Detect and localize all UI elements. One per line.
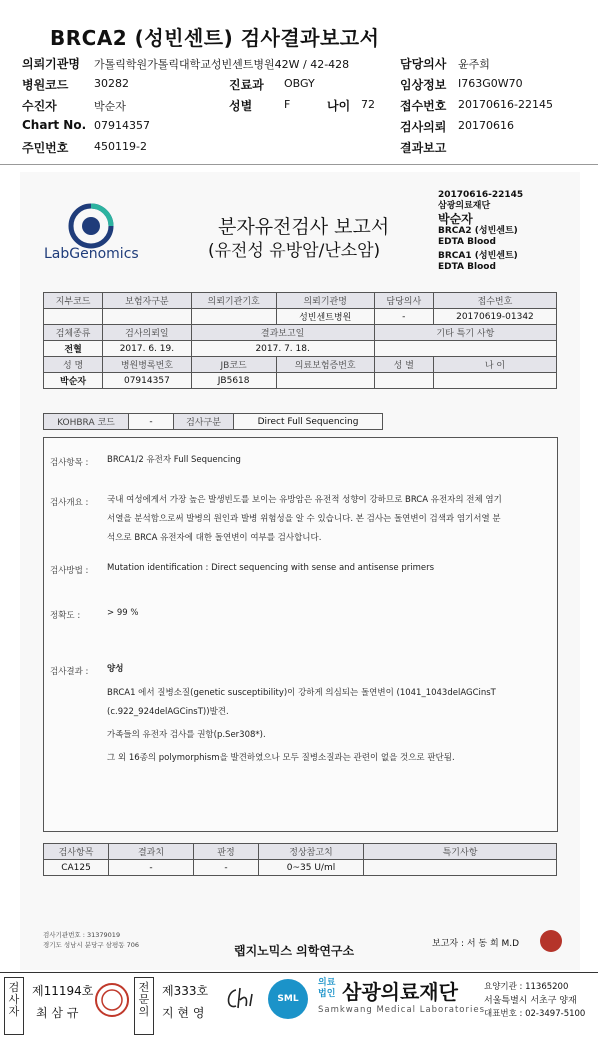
text-line: 경기도 성남시 분당구 삼평동 706	[43, 941, 140, 949]
value-id: 450119-2	[94, 140, 147, 153]
table-header: 정상참고치	[259, 844, 364, 860]
summary-text	[107, 491, 552, 548]
label-hospital-code: 병원코드	[22, 78, 69, 92]
table-cell: -	[374, 309, 433, 325]
text-line: 그 외 16종의 polymorphism을 발견하였으나 모두 질병소질과는 관련이 없을 것으로 판단됨.	[107, 753, 455, 763]
label-line: 삼광의료재단	[438, 201, 491, 211]
examiner-license: 제11194호	[32, 984, 94, 998]
label-receipt: 접수번호	[400, 99, 447, 113]
signature-icon	[222, 984, 262, 1014]
table-cell: JB5618	[191, 373, 276, 389]
header-info	[22, 55, 592, 160]
table-cell	[433, 373, 556, 389]
phone: 대표번호 : 02-3497-5100	[484, 1009, 586, 1019]
table-header: 성 별	[374, 357, 433, 373]
table-header: 병원병록번호	[103, 357, 191, 373]
section-text: BRCA1/2 유전자 Full Sequencing	[107, 455, 241, 465]
label-line: 박순자	[438, 212, 473, 226]
label-institution: 의뢰기관명	[22, 57, 80, 71]
value-patient: 박순자	[94, 100, 126, 113]
value-age: 72	[361, 98, 375, 111]
table-header: 담당의사	[374, 293, 433, 309]
table-cell: CA125	[44, 860, 109, 876]
org-english: Samkwang Medical Laboratories	[318, 1005, 486, 1015]
label-chart: Chart No.	[22, 118, 87, 132]
address: 서울특별시 서초구 양재	[484, 996, 577, 1006]
value-clinical: I763G0W70	[458, 77, 523, 90]
table-cell	[44, 309, 103, 325]
section-text: Mutation identification : Direct sequencing with sense and antisense primers	[107, 563, 435, 573]
text-line: (c.922_924delAGCinsT))발견.	[107, 707, 229, 717]
labgenomics-logo-icon	[68, 203, 114, 249]
table-header: 의뢰기관기호	[191, 293, 276, 309]
table-header: 의료보험증번호	[276, 357, 374, 373]
table-cell	[276, 373, 374, 389]
section-text: > 99 %	[107, 608, 139, 618]
lab-registration	[43, 930, 139, 950]
table-header: 지부코드	[44, 293, 103, 309]
table-cell: -	[129, 414, 174, 430]
examiner-seal-icon	[94, 982, 130, 1018]
section-label: 정확도 :	[50, 611, 81, 621]
examiner-name: 최 삼 규	[36, 1006, 79, 1020]
table-header: 기타 특기 사항	[374, 325, 556, 341]
section-label: 검사개요 :	[50, 498, 89, 508]
specialist-name: 지 현 영	[162, 1006, 205, 1020]
label-sex: 성별	[229, 99, 253, 113]
label-id: 주민번호	[22, 141, 69, 155]
table-header: 검사구분	[174, 414, 234, 430]
table-header: 의뢰기관명	[276, 293, 374, 309]
table-header: 성 명	[44, 357, 103, 373]
reviewer: 보고자 : 서 동 희 M.D	[432, 939, 520, 949]
text-line: 서열을 분석함으로써 발병의 원인과 발병 위험성을 알 수 있습니다. 본 검사는 돌연변이 검색과 염기서열 분	[107, 514, 501, 524]
label-clinical: 임상정보	[400, 78, 447, 92]
lab-name: 랩지노믹스 의학연구소	[234, 944, 355, 958]
value-sex: F	[284, 98, 291, 111]
label-patient: 수진자	[22, 99, 57, 113]
report-subheading: (유전성 유방암/난소암)	[208, 241, 381, 261]
table-cell	[191, 309, 276, 325]
label-line: EDTA Blood	[438, 262, 496, 272]
value-dept: OBGY	[284, 77, 315, 90]
examiner-tag	[4, 977, 24, 1035]
value-hospital-code: 30282	[94, 77, 129, 90]
table-cell: -	[109, 860, 194, 876]
report-title: BRCA2 (성빈센트) 검사결과보고서	[50, 26, 380, 50]
table-header: 나 이	[433, 357, 556, 373]
report-heading: 분자유전검사 보고서	[218, 216, 390, 238]
specimen-label	[438, 190, 523, 273]
header-row	[22, 139, 592, 160]
table-cell: 성빈센트병원	[276, 309, 374, 325]
org-name: 삼광의료재단	[342, 980, 458, 1004]
table-header: 결과보고일	[191, 325, 374, 341]
text-line: 검사기관번호 : 31379019	[43, 931, 121, 939]
text-line: 석으로 BRCA 유전자에 대한 돌연변이 여부를 검사합니다.	[107, 533, 322, 543]
header-row	[22, 118, 592, 139]
value-receipt: 20170616-22145	[458, 98, 553, 111]
header-row	[22, 76, 592, 97]
table-cell	[374, 341, 556, 357]
label-line: BRCA2 (성빈센트)	[438, 226, 518, 236]
table-cell: -	[194, 860, 259, 876]
label-age: 나이	[327, 99, 351, 113]
specialist-label: 전문의	[138, 981, 150, 1018]
table-header: 보험자구분	[103, 293, 191, 309]
tumor-marker-table	[43, 843, 557, 876]
table-header: JB코드	[191, 357, 276, 373]
table-header: 접수번호	[433, 293, 556, 309]
table-cell	[103, 309, 191, 325]
specialist-tag	[134, 977, 154, 1035]
org-prefix: 의료법인	[318, 978, 336, 999]
label-line: EDTA Blood	[438, 237, 496, 247]
table-cell: 2017. 7. 18.	[191, 341, 374, 357]
result-text	[107, 684, 552, 768]
patient-info-table	[43, 292, 557, 389]
table-cell: Direct Full Sequencing	[234, 414, 383, 430]
header-divider	[0, 164, 598, 165]
labgenomics-logo-text: LabGenomics	[44, 246, 139, 262]
table-cell	[374, 373, 433, 389]
table-cell: 박순자	[44, 373, 103, 389]
sml-logo-icon: SML	[268, 979, 308, 1019]
table-header: 검사항목	[44, 844, 109, 860]
label-line: BRCA1 (성빈센트)	[438, 251, 518, 261]
table-header: 검사의뢰일	[103, 325, 191, 341]
table-cell: 2017. 6. 19.	[103, 341, 191, 357]
table-header: 특기사항	[364, 844, 557, 860]
seal-stamp-icon	[540, 930, 562, 952]
table-header: 결과치	[109, 844, 194, 860]
value-request: 20170616	[458, 119, 514, 132]
table-cell: 0~35 U/ml	[259, 860, 364, 876]
section-label: 검사방법 :	[50, 566, 89, 576]
label-line: 20170616-22145	[438, 190, 524, 200]
label-request: 검사의뢰	[400, 120, 447, 134]
table-header: 검체종류	[44, 325, 103, 341]
kohbra-table	[43, 413, 383, 430]
value-chart: 07914357	[94, 119, 150, 132]
value-doctor: 윤주희	[458, 58, 490, 71]
table-cell: 전혈	[44, 341, 103, 357]
label-dept: 진료과	[229, 78, 264, 92]
table-header: KOHBRA 코드	[44, 414, 129, 430]
text-line: 가족들의 유전자 검사를 권함(p.Ser308*).	[107, 730, 266, 740]
institution-code: 요양기관 : 11365200	[484, 982, 569, 992]
value-institution: 가톨릭학원가톨릭대학교성빈센트병원42W / 42-428	[94, 58, 350, 71]
label-report: 결과보고	[400, 141, 447, 155]
specialist-license: 제333호	[162, 984, 209, 998]
table-cell	[364, 860, 557, 876]
table-cell: 07914357	[103, 373, 191, 389]
text-line: BRCA1 에서 질병소질(genetic susceptibility)이 강하게 의심되는 돌연변이 (1041_1043delAGCinsT	[107, 688, 496, 698]
examiner-label: 검사자	[8, 981, 20, 1018]
label-doctor: 담당의사	[400, 57, 447, 71]
table-header: 판정	[194, 844, 259, 860]
header-row	[22, 55, 592, 76]
header-row	[22, 97, 592, 118]
table-cell: 20170619-01342	[433, 309, 556, 325]
result-head: 양성	[107, 664, 124, 674]
text-line: 국내 여성에게서 가장 높은 발생빈도를 보이는 유방암은 유전적 성향이 강하므로 BRCA 유전자의 전체 염기	[107, 495, 502, 505]
section-label: 검사항목 :	[50, 458, 89, 468]
section-label: 검사결과 :	[50, 667, 89, 677]
